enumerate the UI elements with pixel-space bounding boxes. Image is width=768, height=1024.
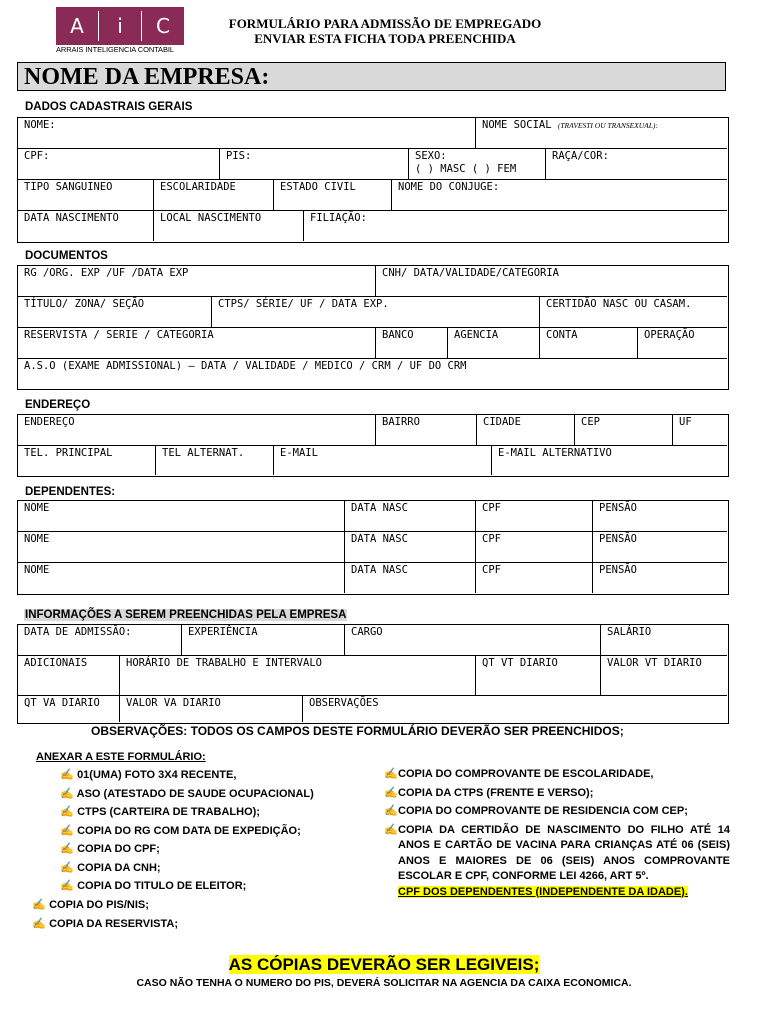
endereco-table xyxy=(17,414,729,477)
writing-hand-icon: ✍ xyxy=(60,880,74,892)
list-item xyxy=(384,767,730,783)
list-item xyxy=(60,785,380,804)
field-observacoes[interactable]: OBSERVAÇÕES xyxy=(309,697,379,709)
list-item-text: COPIA DA CTPS (FRENTE E VERSO); xyxy=(398,786,594,799)
field-banco[interactable]: BANCO xyxy=(376,328,448,359)
writing-hand-icon: ✍ xyxy=(60,824,74,837)
dependente-cpf[interactable]: CPF xyxy=(476,532,593,563)
anexar-left-extra-list xyxy=(32,896,372,933)
writing-hand-icon: ✍ xyxy=(384,786,398,799)
sexo-label: SEXO: xyxy=(415,150,447,162)
field-salario[interactable]: SALÁRIO xyxy=(601,625,727,656)
form-title: FORMULÁRIO PARA ADMISSÃO DE EMPREGADO xyxy=(228,16,542,31)
field-tipo-sanguineo[interactable]: TIPO SANGUINEO xyxy=(18,180,154,211)
field-raca-cor[interactable]: RAÇA/COR: xyxy=(546,149,727,180)
field-reservista[interactable]: RESERVISTA / SERIE / CATEGORIA xyxy=(18,328,376,359)
field-horario[interactable]: HORÁRIO DE TRABALHO E INTERVALO xyxy=(120,656,476,696)
field-valor-va[interactable]: VALOR VA DIARIO xyxy=(120,696,303,722)
writing-hand-icon: ✍ xyxy=(60,843,74,855)
field-tel-alternativo[interactable]: TEL ALTERNAT. xyxy=(156,446,274,475)
writing-hand-icon: ✍ xyxy=(60,769,74,781)
field-operacao[interactable]: OPERAÇÃO xyxy=(638,328,727,359)
field-pis[interactable]: PIS: xyxy=(220,149,409,180)
writing-hand-icon: ✍ xyxy=(60,861,74,874)
field-qt-vt[interactable]: QT VT DIARIO xyxy=(476,656,601,696)
field-cidade[interactable]: CIDADE xyxy=(477,415,575,446)
dependente-pensao[interactable]: PENSÃO xyxy=(593,532,727,563)
dependentes-table xyxy=(17,500,729,595)
company-logo xyxy=(56,7,184,45)
field-filiacao[interactable]: FILIAÇÃO: xyxy=(310,212,367,224)
form-subtitle: ENVIAR ESTA FICHA TODA PREENCHIDA xyxy=(254,31,516,46)
writing-hand-icon: ✍ xyxy=(384,768,398,780)
anexar-right-list xyxy=(384,767,730,900)
list-item-text: COPIA DA RESERVISTA; xyxy=(49,917,179,930)
writing-hand-icon: ✍ xyxy=(384,823,398,836)
logo-caption: ARRAIS INTELIGENCIA CONTABIL xyxy=(56,45,174,54)
dependente-cpf[interactable]: CPF xyxy=(476,501,593,532)
field-cep[interactable]: CEP xyxy=(575,415,673,446)
list-item-text: COPIA DO CPF; xyxy=(77,843,160,855)
field-qt-va[interactable]: QT VA DIARIO xyxy=(18,696,120,722)
dependente-data-nasc[interactable]: DATA NASC xyxy=(345,563,476,593)
dependente-pensao[interactable]: PENSÃO xyxy=(593,501,727,532)
field-email-alternativo[interactable]: E-MAIL ALTERNATIVO xyxy=(498,447,612,459)
list-item-text: CTPS (CARTEIRA DE TRABALHO); xyxy=(77,806,260,818)
field-sexo[interactable] xyxy=(409,149,546,180)
field-nome[interactable]: NOME: xyxy=(18,118,476,149)
anexar-left-list xyxy=(60,766,380,896)
field-escolaridade[interactable]: ESCOLARIDADE xyxy=(154,180,274,211)
writing-hand-icon: ✍ xyxy=(60,787,74,800)
dependente-data-nasc[interactable]: DATA NASC xyxy=(345,501,476,532)
list-item-text: COPIA DO TITULO DE ELEITOR; xyxy=(77,880,247,892)
section-title-documentos: DOCUMENTOS xyxy=(25,250,108,262)
dependente-cpf[interactable]: CPF xyxy=(476,563,593,593)
list-item-text: 01(UMA) FOTO 3X4 RECENTE, xyxy=(77,769,237,781)
logo-letter-c: C xyxy=(156,14,170,38)
section-title-dados: DADOS CADASTRAIS GERAIS xyxy=(25,101,193,113)
field-conjuge[interactable]: NOME DO CONJUGE: xyxy=(392,180,727,211)
field-ctps[interactable]: CTPS/ SÉRIE/ UF / DATA EXP. xyxy=(212,297,540,328)
list-item-text: COPIA DO COMPROVANTE DE ESCOLARIDADE, xyxy=(398,768,654,780)
field-certidao[interactable]: CERTIDÃO NASC OU CASAM. xyxy=(540,297,727,328)
cpf-dependentes-note: CPF DOS DEPENDENTES (INDEPENDENTE DA IDADE). xyxy=(398,885,688,898)
nome-social-note: (TRAVESTI OU TRANSEXUAL): xyxy=(557,121,658,130)
list-item xyxy=(384,804,730,820)
field-local-nascimento[interactable]: LOCAL NASCIMENTO xyxy=(154,211,304,241)
field-valor-vt[interactable]: VALOR VT DIARIO xyxy=(601,656,727,696)
anexar-title: ANEXAR A ESTE FORMULÁRIO: xyxy=(36,751,206,763)
empresa-table xyxy=(17,624,729,724)
field-tel-principal[interactable]: TEL. PRINCIPAL xyxy=(18,446,156,475)
field-cargo[interactable]: CARGO xyxy=(345,625,601,656)
field-estado-civil[interactable]: ESTADO CIVIL xyxy=(274,180,392,211)
list-item xyxy=(60,859,380,878)
field-cnh[interactable]: CNH/ DATA/VALIDADE/CATEGORIA xyxy=(376,266,727,297)
dependente-nome[interactable]: NOME xyxy=(18,532,345,563)
list-item xyxy=(32,915,372,934)
list-item xyxy=(60,766,380,785)
logo-letter-i: i xyxy=(117,14,123,38)
observacoes-note: OBSERVAÇÕES: TODOS OS CAMPOS DESTE FORMULÁRIO DEVERÃO SER PREENCHIDOS; xyxy=(91,724,624,738)
writing-hand-icon: ✍ xyxy=(32,899,46,911)
field-endereco[interactable]: ENDEREÇO xyxy=(18,415,376,446)
section-title-empresa: INFORMAÇÕES A SEREM PREENCHIDAS PELA EMPRESA xyxy=(25,609,347,621)
list-item-text: COPIA DA CERTIDÃO DE NASCIMENTO DO FILHO ATÉ 14 ANOS E CARTÃO DE VACINA PARA CRIANÇAS ATÉ 06 (SEIS) ANOS E MAIORES DE 06 (SEIS) ANOS COMPROVANTE ESCOLAR E CPF, CONFORME LEI 4266, ART 5º. xyxy=(398,823,730,882)
field-email[interactable]: E-MAIL xyxy=(274,446,492,475)
list-item xyxy=(60,822,380,841)
nome-social-label: NOME SOCIAL xyxy=(482,119,552,131)
field-data-admissao[interactable]: DATA DE ADMISSÃO: xyxy=(18,625,182,656)
writing-hand-icon: ✍ xyxy=(32,917,46,930)
dependente-nome[interactable]: NOME xyxy=(18,501,345,532)
section-title-endereco: ENDEREÇO xyxy=(25,399,91,411)
dependente-pensao[interactable]: PENSÃO xyxy=(599,564,637,576)
list-item-highlight xyxy=(384,885,730,901)
field-uf[interactable]: UF xyxy=(673,415,727,446)
writing-hand-icon: ✍ xyxy=(60,806,74,818)
sexo-options: ( ) MASC ( ) FEM xyxy=(415,163,517,175)
field-adicionais[interactable]: ADICIONAIS xyxy=(18,656,120,696)
list-item-text: COPIA DA CNH; xyxy=(77,861,161,874)
section-title-dependentes: DEPENDENTES: xyxy=(25,486,116,498)
copias-legiveis-text: AS CÓPIAS DEVERÃO SER LEGIVEIS; xyxy=(228,955,540,974)
field-experiencia[interactable]: EXPERIÊNCIA xyxy=(182,625,345,656)
logo-letter-a: A xyxy=(70,14,84,38)
field-aso[interactable]: A.S.O (EXAME ADMISSIONAL) – DATA / VALIDADE / MEDICO / CRM / UF DO CRM xyxy=(24,360,467,372)
field-conta[interactable]: CONTA xyxy=(540,328,638,359)
list-item xyxy=(60,840,380,859)
field-rg[interactable]: RG /ORG. EXP /UF /DATA EXP xyxy=(18,266,376,297)
field-agencia[interactable]: AGENCIA xyxy=(448,328,540,359)
list-item xyxy=(60,803,380,822)
field-titulo[interactable]: TÍTULO/ ZONA/ SEÇÃO xyxy=(18,297,212,328)
list-item xyxy=(384,786,730,802)
field-data-nascimento[interactable]: DATA NASCIMENTO xyxy=(18,211,154,241)
dependente-data-nasc[interactable]: DATA NASC xyxy=(345,532,476,563)
list-item-text: COPIA DO PIS/NIS; xyxy=(49,899,149,911)
company-name-field[interactable]: NOME DA EMPRESA: xyxy=(17,62,726,91)
pis-note: CASO NÃO TENHA O NUMERO DO PIS, DEVERÁ SOLICITAR NA AGENCIA DA CAIXA ECONOMICA. xyxy=(136,977,632,989)
list-item-text: ASO (ATESTADO DE SAUDE OCUPACIONAL) xyxy=(76,787,314,800)
list-item xyxy=(60,877,380,896)
list-item xyxy=(384,823,730,885)
field-nome-social[interactable] xyxy=(476,118,727,149)
list-item xyxy=(32,896,372,915)
dados-table xyxy=(17,117,729,243)
copias-legiveis-banner xyxy=(0,955,768,975)
list-item-text: COPIA DO COMPROVANTE DE RESIDENCIA COM CEP; xyxy=(398,805,688,817)
documentos-table xyxy=(17,265,729,390)
field-cpf[interactable]: CPF: xyxy=(18,149,220,180)
field-bairro[interactable]: BAIRRO xyxy=(376,415,477,446)
dependente-nome[interactable]: NOME xyxy=(18,563,345,593)
list-item-text: COPIA DO RG COM DATA DE EXPEDIÇÃO; xyxy=(77,824,301,837)
writing-hand-icon: ✍ xyxy=(384,805,398,817)
